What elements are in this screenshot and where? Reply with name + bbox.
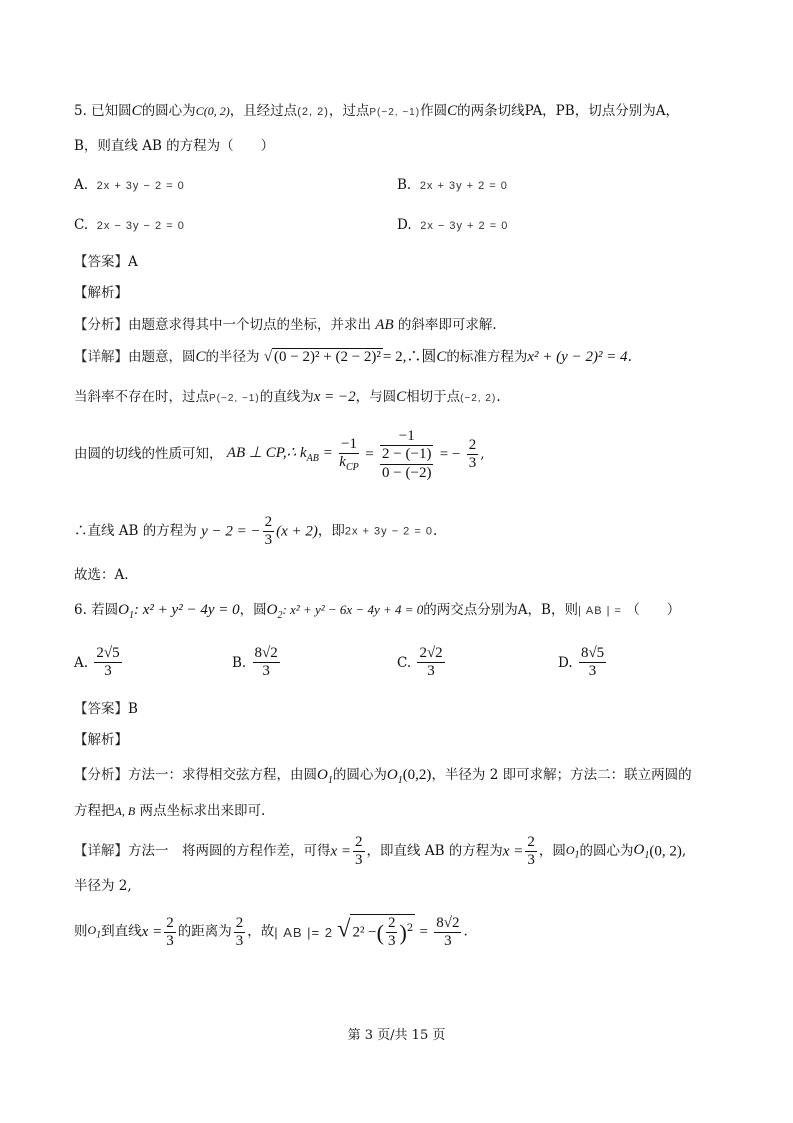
q5-circle-eq: x² + (y − 2)² = 4 [527,349,628,365]
q6-option-b: B. $\frac{8√2}{3}$ [232,645,278,680]
q5-radius-sqrt: √ (0 − 2)² + (2 − 2)² [263,349,381,365]
q6-option-c: C. $\frac{2√2}{3}$ [397,645,443,680]
q5-option-d: D. 2x − 3y + 2 = 0 [397,217,509,233]
q6-option-d: D. $\frac{8√5}{3}$ [558,645,605,680]
q5-xiangjie-line2: 当斜率不存在时，过点P(−2, −1)的直线为x = −2，与圆C相切于点(−2, 2). [74,389,501,405]
page-footer: 第 3 页/共 15 页 [347,1028,446,1043]
q6-xiangjie-line1: 【详解】方法一 将两圆的方程作差，可得x = $\frac{2}{3}$ ，即直线 AB 的方程为x = $\frac{2}{3}$ ，圆$O_1$的圆心为$O_1(0$, 2), [74,834,687,869]
q6-option-a: A. $\frac{2√5}{3}$ [74,645,120,680]
q6-stem: 6. 若圆$O_1$: x² + y² − 4y = 0，圆$O_2$: x² + y² − 6x − 4y + 4 = 0的两交点分别为A，B，则| AB | = （ ） [74,602,681,621]
q5-choose: 故选：A. [74,567,129,583]
q5-stem-line1: 5. 已知圆C的圆心为C(0, 2)，且经过点(2, 2)，过点P(−2, −1)作圆C的两条切线PA，PB，切点分别为A， [74,103,679,119]
q5-frac3: $\frac{2}{3}$ [468,437,477,472]
q6-fenxi-line1: 【分析】方法一：求得相交弦方程，由圆$O_1$的圆心为$O_1(0,2)$，半径为 2 即可求解；方法二：联立两圆的 [74,767,692,786]
q5-analysis-tag: 【解析】 [74,285,128,301]
q6-xiangjie-line3: 则$O_1$到直线x = $\frac{2}{3}$ 的距离为 $\frac{2}{3}$ ，故| AB |= 2 √ 2² −( $\frac{2}{3}$ )$^2$ = $\frac{8√2}{3}$ . [74,914,468,950]
q5-center: C(0, 2) [195,104,230,118]
q6-analysis-tag: 【解析】 [74,732,128,748]
q6-answer: 【答案】B [74,701,138,717]
q6-distance-sqrt: √ 2² −( $\frac{2}{3}$ )$^2$ [337,915,414,950]
q6-fenxi-line2: 方程把A, B 两点坐标求出来即可. [74,803,266,819]
q5-option-a: A. 2x + 3y − 2 = 0 [74,177,185,193]
q5-frac2: −1 2 − (−1) 0 − (−2) [382,428,432,481]
q5-frac1: $\frac{-1}{k_{CP}}$ [339,436,359,474]
q5-answer: 【答案】A [74,254,138,270]
q5-xiangjie-line4: ∴直线 AB 的方程为 y − 2 = − $\frac{2}{3}$ (x + 2)，即2x + 3y − 2 = 0. [74,514,438,549]
q5-option-c: C. 2x − 3y − 2 = 0 [74,217,185,233]
q5-option-b: B. 2x + 3y + 2 = 0 [397,177,508,193]
q5-xiangjie-line3: 由圆的切线的性质可知， AB ⊥ CP,∴ $k_{AB}$ = $\frac{-1}{k_{CP}}$ = −1 2 − (−1) 0 − (−2) = − $\frac{2}{3}$ , [74,428,485,481]
q6-xiangjie-line2: 半径为 2, [74,878,132,894]
q5-xiangjie-line1: 【详解】由题意，圆C的半径为 √ (0 − 2)² + (2 − 2)² = 2,∴圆C的标准方程为x² + (y − 2)² = 4. [74,349,632,365]
q5-fenxi: 【分析】由题意求得其中一个切点的坐标，并求出 AB 的斜率即可求解. [74,317,497,333]
q5-stem-line2: B，则直线 AB 的方程为（ ） [74,138,275,154]
